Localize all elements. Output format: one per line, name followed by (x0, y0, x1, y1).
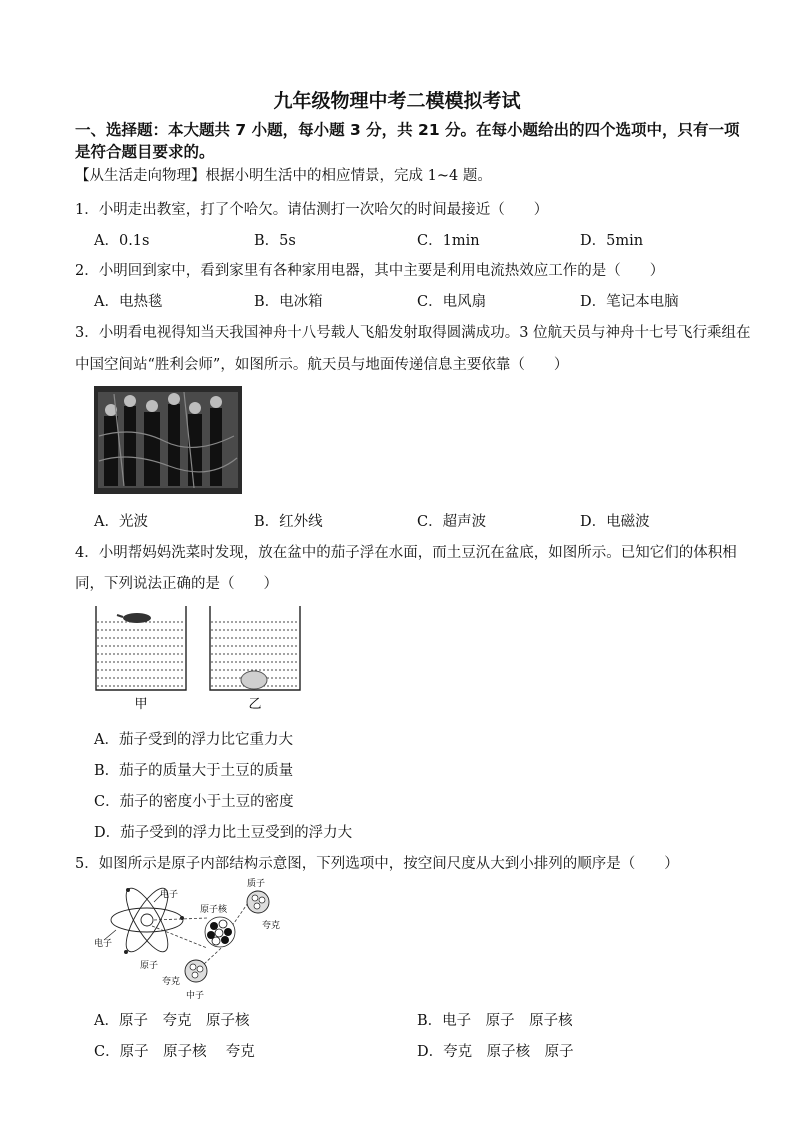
question-4-option-d[interactable]: D．茄子受到的浮力比土豆受到的浮力大 (94, 825, 353, 841)
question-2-option-c[interactable]: C．电风扇 (417, 294, 487, 310)
question-3-option-c[interactable]: C．超声波 (417, 514, 487, 530)
question-2-option-b[interactable]: B．电冰箱 (254, 294, 323, 310)
question-3-stem-line2: 中国空间站“胜利会师”，如图所示。航天员与地面传递信息主要依靠（ ） (75, 357, 569, 373)
section-heading-line1: 一、选择题：本大题共 7 小题，每小题 3 分，共 21 分。在每小题给出的四个选项中，只有一项 (75, 121, 740, 139)
question-4-stem-line1: 4．小明帮妈妈洗菜时发现，放在盆中的茄子浮在水面，而土豆沉在盆底，如图所示。已知它们的体积相 (75, 545, 737, 561)
question-4-option-c[interactable]: C．茄子的密度小于土豆的密度 (94, 794, 294, 810)
basin-jia (96, 606, 186, 690)
context-text: 【从生活走向物理】根据小明生活中的相应情景，完成 1~4 题。 (75, 168, 492, 184)
neutron-icon (185, 960, 207, 982)
label-atom: 原子 (140, 961, 159, 971)
eggplant-icon (123, 613, 151, 623)
question-2-option-a[interactable]: A．电热毯 (94, 294, 163, 310)
label-quark-right: 夸克 (262, 921, 281, 931)
question-1-stem: 1．小明走出教室，打了个哈欠。请估测打一次哈欠的时间最接近（ ） (75, 202, 549, 218)
question-5-option-a[interactable]: A．原子 夸克 原子核 (94, 1013, 250, 1029)
question-3-option-d[interactable]: D．电磁波 (580, 514, 650, 530)
proton-icon (247, 891, 269, 913)
page-title: 九年级物理中考二模模拟考试 (273, 90, 521, 112)
label-quark-bottom: 夸克 (162, 977, 181, 987)
question-4-option-a[interactable]: A．茄子受到的浮力比它重力大 (94, 732, 293, 748)
potato-icon (241, 671, 267, 689)
figure-label-yi: 乙 (248, 697, 262, 712)
question-5-stem: 5．如图所示是原子内部结构示意图，下列选项中，按空间尺度从大到小排列的顺序是（ ） (75, 856, 679, 872)
question-3-option-a[interactable]: A．光波 (94, 514, 148, 530)
astronauts-photo (94, 386, 242, 494)
question-3-stem-line1: 3．小明看电视得知当天我国神舟十八号载人飞船发射取得圆满成功。3 位航天员与神舟十七号飞行乘组在 (75, 325, 751, 341)
question-1-option-b[interactable]: B．5s (254, 233, 296, 249)
label-electron-top: 电子 (160, 890, 179, 900)
label-neutron: 中子 (186, 991, 205, 1001)
figure-label-jia: 甲 (134, 697, 148, 712)
question-5-option-b[interactable]: B．电子 原子 原子核 (417, 1013, 573, 1029)
nucleus-icon (205, 917, 235, 947)
label-proton: 质子 (247, 879, 266, 889)
basins-figure (90, 602, 305, 714)
question-1-option-a[interactable]: A．0.1s (94, 233, 150, 249)
question-4-option-b[interactable]: B．茄子的质量大于土豆的质量 (94, 763, 294, 779)
label-nucleus: 原子核 (200, 905, 228, 915)
question-2-option-d[interactable]: D．笔记本电脑 (580, 294, 679, 310)
label-electron-left: 电子 (94, 939, 113, 949)
basin-yi (210, 606, 300, 690)
atom-structure-figure (92, 876, 302, 1002)
question-1-option-c[interactable]: C．1min (417, 233, 480, 249)
question-5-option-c[interactable]: C．原子 原子核 夸克 (94, 1044, 255, 1060)
question-5-option-d[interactable]: D．夸克 原子核 原子 (417, 1044, 574, 1060)
section-heading-line2: 是符合题目要求的。 (75, 143, 215, 161)
question-3-option-b[interactable]: B．红外线 (254, 514, 323, 530)
question-2-stem: 2．小明回到家中，看到家里有各种家用电器，其中主要是利用电流热效应工作的是（ ） (75, 263, 665, 279)
question-1-option-d[interactable]: D．5min (580, 233, 644, 249)
question-4-stem-line2: 同，下列说法正确的是（ ） (75, 576, 278, 592)
